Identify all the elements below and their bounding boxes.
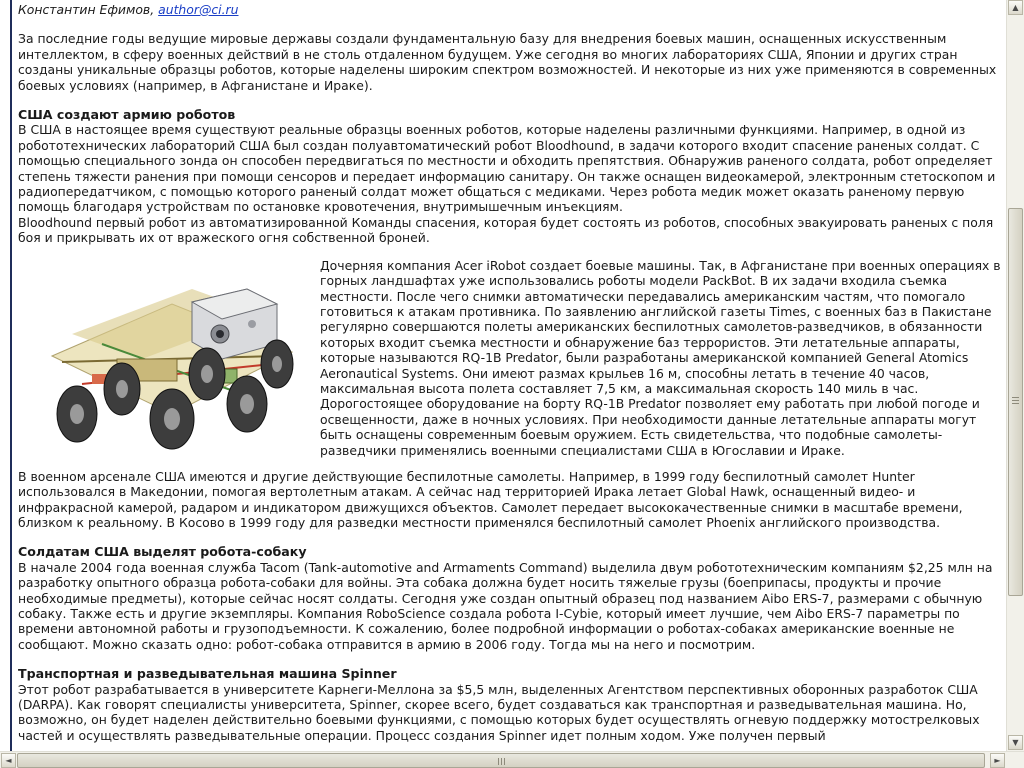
paragraph: В военном арсенале США имеются и другие действующие беспилотные самолеты. Например, в 1999 году беспилотный самолет Hunter использовался в Македонии, помогая вертолетным атакам. А сейчас над территорией Ирака летает Global Hawk, оснащенный видео- и инфракрасной камерой, радаром и индикатором движущихся объектов. Самолет передает высококачественные снимки в масштабе времени, близком к реальному. В Косово в 1999 году для разведки местности применялся беспилотный самолет Phoenix английского производства.	[18, 468, 963, 530]
intro-paragraph: За последние годы ведущие мировые державы создали фундаментальную базу для внедрения боевых машин, оснащенных искусственным интеллектом, в сферу военных действий в не столь отдаленном будущем. Уже сегодня во многих лабораториях США, Японии и других стран созданы уникальные образцы роботов, которые наделены широким спектром возможностей. И некоторые из них уже применяются в современных боевых условиях (например, в Афганистане и Ираке).	[18, 31, 997, 93]
paragraph: Дочерняя компания Acer iRobot создает боевые машины. Так, в Афганистане при военных операциях в горных ландшафтах уже использовались роботы модели PackBot. В их задачи входила съемка местности. После чего снимки автоматически передавались американским частям, что помогало готовиться к атакам противника. По заявлению английской газеты Times, с военных баз в Пакистане регулярно совершаются полеты американских беспилотных самолетов-разведчиков, в обязанности которых входит съемка местности и обнаружение баз террористов. Эти летательные аппараты, которые называются RQ-1B Predator, были разработаны американской компанией General Atomics Aeronautical Systems. Они имеют размах крыльев 16 м, способны летать в течение 40 часов, максимальная высота полета составляет 7,5 км, а максимальная скорость 140 миль в час. Дорогостоящее оборудование на борту RQ-1B Predator позволяет ему работать при любой погоде и освещенности, даже в ночных условиях. При необходимости данные летательные аппараты могут быть оснащены современным боевым оружием. Есть свидетельства, что подобные самолеты-разведчики применялись военными специалистами США в Югославии и Ираке.	[320, 257, 1001, 458]
vertical-scrollbar[interactable]	[1006, 0, 1024, 752]
horizontal-scroll-thumb[interactable]	[17, 753, 985, 768]
article-content	[18, 0, 1006, 752]
author-name: Константин Ефимов,	[18, 2, 155, 17]
author-email-link[interactable]: author@ci.ru	[158, 2, 239, 17]
robot-vehicle-image	[22, 264, 302, 469]
author-line	[18, 2, 1006, 17]
paragraph: Bloodhound первый робот из автоматизированной Команды спасения, которая будет состоять из роботов, способных эвакуировать раненых с поля боя и прикрывать их от вражеского огня собственной броней.	[18, 214, 994, 246]
section-heading-spinner: Транспортная и разведывательная машина Spinner	[18, 666, 397, 682]
section-heading-army-robots: США создают армию роботов	[18, 107, 236, 123]
scroll-down-arrow-icon[interactable]: ▼	[1008, 735, 1023, 750]
scroll-up-arrow-icon[interactable]: ▲	[1008, 0, 1023, 15]
scroll-left-arrow-icon[interactable]: ◄	[1, 753, 16, 768]
section-heading-robot-dog: Солдатам США выделят робота-собаку	[18, 544, 307, 560]
paragraph: В начале 2004 года военная служба Tacom (Tank-automotive and Armaments Command) выделила двум робототехническим компаниям $2,25 млн на разработку опытного образца робота-собаки для войны. Эта собака должна будет носить тяжелые грузы (боеприпасы, продукты и прочие необходимые предметы), которые сейчас носят солдаты. Сегодня уже создан опытный образец под названием Aibo ERS-7, размерами с обычную собаку. Также есть и другие экземпляры. Компания RoboScience создала робота I-Cybie, который имеет лучшие, чем Aibo ERS-7 параметры по времени автономной работы и грузоподъемности. К сожалению, более подробной информации о роботах-собаках американские военные не сообщают. Можно сказать одно: робот-собака отправится в армию в 2006 году. Тогда мы на него и посмотрим.	[18, 559, 993, 652]
vertical-scroll-thumb[interactable]	[1008, 208, 1023, 596]
paragraph: Этот робот разрабатывается в университете Карнеги-Меллона за $5,5 млн, выделенных Агентством перспективных оборонных разработок США (DARPA). Как говорят специалисты университета, Spinner, скорее всего, будет создаваться как транспортная и разведывательная машина. Но, возможно, он будет наделен действительно боевыми функциями, с помощью которых будет осуществлять огневую поддержку мотострелковых частей и осуществлять разведывательные операции. Процесс создания Spinner идет полным ходом. Уже получен первый	[18, 681, 980, 743]
horizontal-scrollbar[interactable]	[0, 751, 1024, 768]
paragraph: В США в настоящее время существуют реальные образцы военных роботов, которые наделены различными функциями. Например, в одной из робототехнических лабораторий США был создан полуавтоматический робот Bloodhound, в задачи которого входит спасение раненых солдат. С помощью специального зонда он способен передвигаться по местности и обходить препятствия. Обнаружив раненого солдата, робот определяет степень тяжести ранения при помощи сенсоров и передает информацию санитару. Он также оснащен видеокамерой, электронным стетоскопом и радиопередатчиком, с помощью которого раненый солдат может общаться с медиками. Через робота медик может оказать раненому первую помощь благодаря устройствам по остановке кровотечения, внутримышечным инъекциям.	[18, 122, 996, 215]
scroll-right-arrow-icon[interactable]: ►	[990, 753, 1005, 768]
page-left-border	[10, 0, 12, 752]
